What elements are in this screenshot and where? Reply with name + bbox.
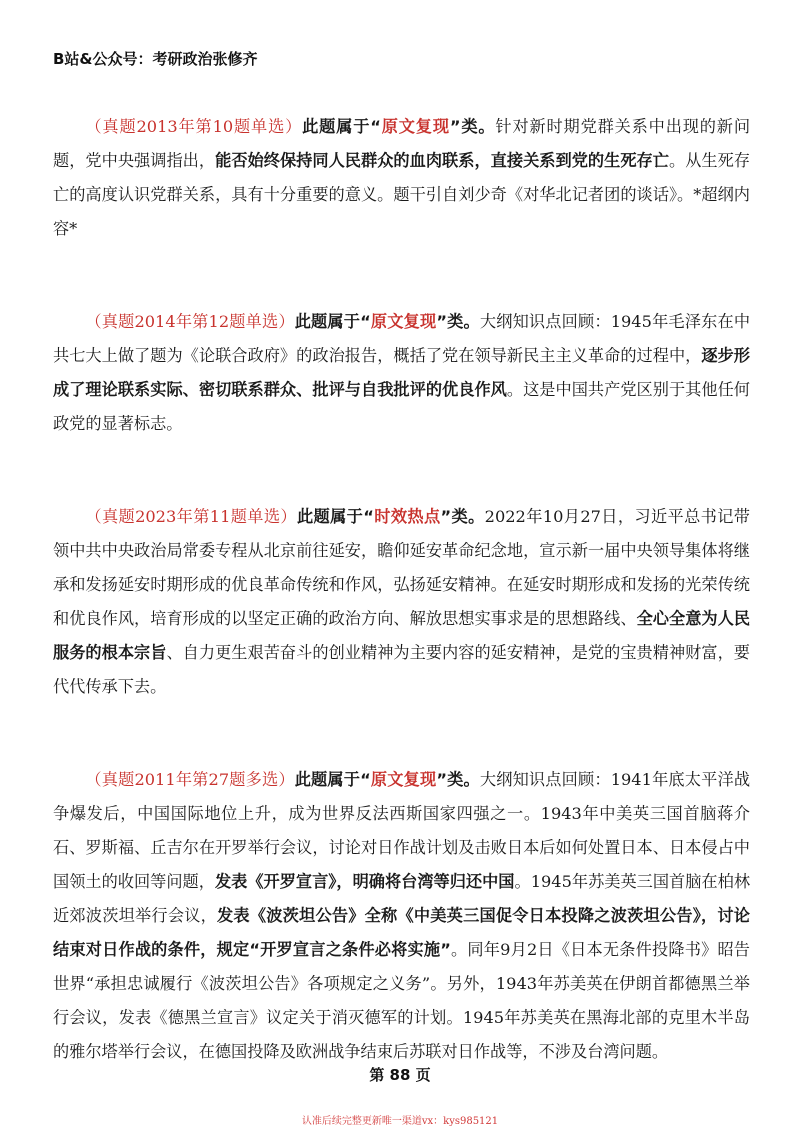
question-paragraph-2013-10 — [53, 110, 750, 246]
body-text: 。1945年苏美英三国首脑在柏林近郊波茨坦举行会议， — [53, 872, 751, 925]
body-text: 2022年10月27日，习近平总书记带领中共中央政治局常委专程从北京前往延安，瞻仰延安革命纪念地，宣示新一届中央领导集体将继承和发扬延安时期形成的优良革命传统和作风，弘扬延安精神。在延安时期形成和发扬的光荣传统和优良作风，培育形成的以坚定正确的政治方向、解放思想实事求是的思想路线、 — [53, 507, 750, 628]
body-text: 大纲知识点回顾：1945年毛泽东在中共七大上做了题为《论联合政府》的政治报告，概括了党在领导新民主主义革命的过程中， — [53, 312, 751, 365]
body-text: 、自力更生艰苦奋斗的创业精神为主要内容的延安精神，是党的宝贵精神财富，要代代传承下去。 — [53, 643, 750, 696]
category-highlight: 时效热点 — [373, 507, 441, 526]
category-label: 此题属于“时效热点”类。 — [297, 507, 485, 526]
page-header-source: B站&公众号：考研政治张修齐 — [53, 50, 258, 68]
question-ref: （真题2023年第11题单选） — [85, 507, 297, 526]
document-body — [53, 110, 750, 1128]
body-text: 大纲知识点回顾：1941年底太平洋战争爆发后，中国国际地位上升，成为世界反法西斯国家四强之一。1943年中美英三国首脑蒋介石、罗斯福、丘吉尔在开罗举行会议，讨论对日作战计划及击败日本后如何处置日本、日本侵占中国领土的收回等问题， — [53, 770, 751, 891]
body-text: 。从生死存亡的高度认识党群关系，具有十分重要的意义。题干引自刘少奇《对华北记者团的谈话》。*超纲内容* — [53, 151, 751, 238]
category-label: 此题属于“原文复现”类。 — [302, 117, 496, 136]
bold-keypoint: 发表《波茨坦公告》全称《中美英三国促令日本投降之波茨坦公告》，讨论结束对日作战的条件，规定“开罗宣言之条件必将实施” — [53, 906, 750, 959]
question-ref: （真题2011年第27题多选） — [85, 770, 295, 789]
question-ref: （真题2013年第10题单选） — [85, 117, 303, 136]
category-label: 此题属于“原文复现”类。 — [294, 312, 480, 331]
footer-watermark: 认准后续完整更新唯一渠道vx：kys985121 — [301, 1116, 499, 1127]
body-text: 针对新时期党群关系中出现的新问题，党中央强调指出， — [53, 117, 751, 170]
question-ref: （真题2014年第12题单选） — [85, 312, 295, 331]
body-text: 。同年9月2日《日本无条件投降书》昭告世界“承担忠诚履行《波茨坦公告》各项规定之义务”。另外，1943年苏美英在伊朗首都德黑兰举行会议，发表《德黑兰宣言》议定关于消灭德军的计划。1945年苏美英在黑海北部的克里木半岛的雅尔塔举行会议，在德国投降及欧洲战争结束后苏联对日作战等，不涉及台湾问题。 — [53, 940, 750, 1061]
bold-keypoint: 能否始终保持同人民群众的血肉联系，直接关系到党的生死存亡 — [215, 151, 669, 170]
body-text: 。这是中国共产党区别于其他任何政党的显著标志。 — [53, 380, 750, 433]
bold-keypoint: 全心全意为人民服务的根本宗旨 — [53, 609, 751, 662]
question-paragraph-2014-12 — [53, 305, 750, 441]
category-highlight: 原文复现 — [370, 770, 437, 789]
category-highlight: 原文复现 — [370, 312, 437, 331]
bold-keypoint: 发表《开罗宣言》，明确将台湾等归还中国 — [214, 872, 515, 891]
question-paragraph-2011-27 — [53, 763, 750, 1069]
question-paragraph-2023-11 — [53, 500, 750, 704]
page-number: 第 88 页 — [369, 1066, 431, 1084]
category-highlight: 原文复现 — [380, 117, 450, 136]
bold-keypoint: 逐步形成了理论联系实际、密切联系群众、批评与自我批评的优良作风 — [53, 346, 750, 399]
category-label: 此题属于“原文复现”类。 — [294, 770, 480, 789]
